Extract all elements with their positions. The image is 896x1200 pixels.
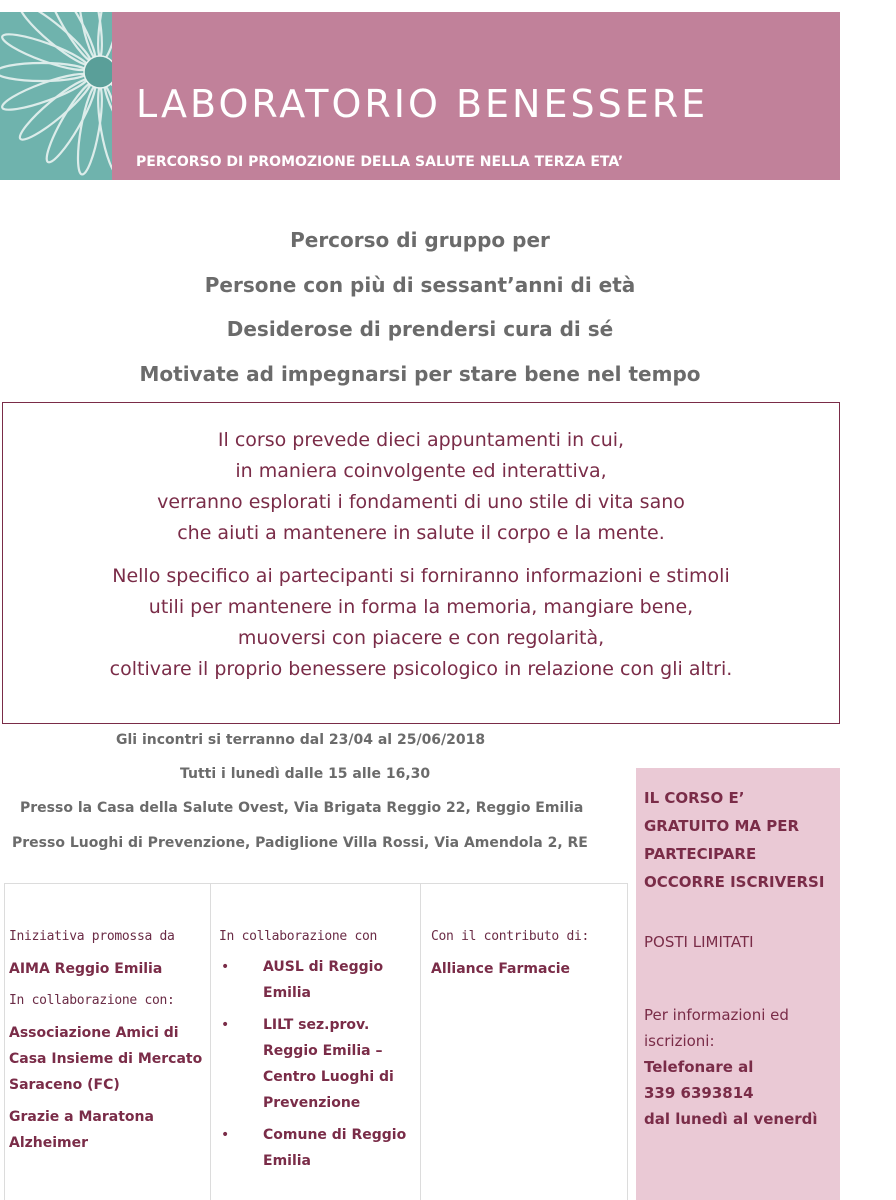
thanks-name: Grazie a Maratona Alzheimer — [9, 1109, 154, 1151]
schedule-location-1: Presso la Casa della Salute Ovest, Via Brigata Reggio 22, Reggio Emilia — [20, 800, 584, 816]
contributor-name: Alliance Farmacie — [431, 961, 571, 977]
course-line: utili per mantenere in forma la memoria, mangiare bene, — [148, 596, 694, 618]
list-item: • Comune di Reggio Emilia — [219, 1122, 420, 1174]
course-line: Nello specifico ai partecipanti si forniranno informazioni e stimoli — [112, 565, 730, 587]
free-course-notice: IL CORSO E’ GRATUITO MA PER PARTECIPARE OCCORRE ISCRIVERSI — [644, 789, 825, 891]
partners-column-collaborators — [211, 884, 421, 1200]
course-line: Il corso prevede dieci appuntamenti in cui, — [217, 429, 625, 451]
collaborators-list — [219, 954, 420, 1174]
info-label: Per informazioni ed iscrizioni: — [644, 1006, 789, 1050]
limited-places-notice: POSTI LIMITATI — [644, 933, 754, 951]
schedule-time: Tutti i lunedì dalle 15 alle 16,30 — [180, 766, 431, 782]
intro-line: Motivate ad impegnarsi per stare bene nel tempo — [139, 361, 701, 386]
partners-column-promoters — [5, 884, 211, 1200]
page-title: LABORATORIO BENESSERE — [136, 82, 709, 126]
intro-line: Percorso di gruppo per — [290, 228, 550, 252]
promoted-by-label: Iniziativa promossa da — [9, 929, 175, 944]
list-item: • LILT sez.prov. Reggio Emilia – Centro Luoghi di Prevenzione — [219, 1012, 420, 1116]
schedule-location-2: Presso Luoghi di Prevenzione, Padiglione Villa Rossi, Via Amendola 2, RE — [12, 835, 588, 851]
intro-line: Desiderose di prendersi cura di sé — [226, 317, 614, 341]
course-paragraph-2 — [3, 561, 839, 685]
phone-days: dal lunedì al venerdì — [644, 1110, 818, 1128]
course-description-box — [2, 402, 840, 724]
course-line: muoversi con piacere e con regolarità, — [237, 627, 605, 649]
header-banner — [0, 12, 840, 180]
partners-column-contributors — [421, 884, 627, 1200]
intro-line: Persone con più di sessant’anni di età — [204, 272, 636, 297]
course-line: coltivare il proprio benessere psicologico in relazione con gli altri. — [109, 658, 733, 680]
collaboration-label: In collaborazione con: — [9, 993, 175, 1008]
page-subtitle: PERCORSO DI PROMOZIONE DELLA SALUTE NELLA TERZA ETA’ — [136, 154, 624, 170]
collaboration-label: In collaborazione con — [219, 929, 378, 944]
intro-section — [0, 218, 840, 396]
phone-number[interactable]: 339 6393814 — [644, 1084, 754, 1102]
partners-table — [4, 883, 628, 1200]
course-line: verranno esplorati i fondamenti di uno stile di vita sano — [157, 491, 685, 513]
schedule-dates: Gli incontri si terranno dal 23/04 al 25/06/2018 — [116, 732, 486, 748]
course-paragraph-1 — [3, 425, 839, 549]
list-item: • AUSL di Reggio Emilia — [219, 954, 420, 1006]
course-line: che aiuti a mantenere in salute il corpo e la mente. — [177, 522, 665, 544]
course-line: in maniera coinvolgente ed interattiva, — [235, 460, 607, 482]
registration-sidebar — [636, 768, 840, 1200]
collaborator-name: Associazione Amici di Casa Insieme di Mercato Saraceno (FC) — [9, 1025, 203, 1093]
phone-label: Telefonare al — [644, 1058, 754, 1076]
promoter-name: AIMA Reggio Emilia — [9, 961, 163, 977]
contribution-label: Con il contributo di: — [431, 929, 590, 944]
daisy-flower-icon — [0, 12, 112, 180]
